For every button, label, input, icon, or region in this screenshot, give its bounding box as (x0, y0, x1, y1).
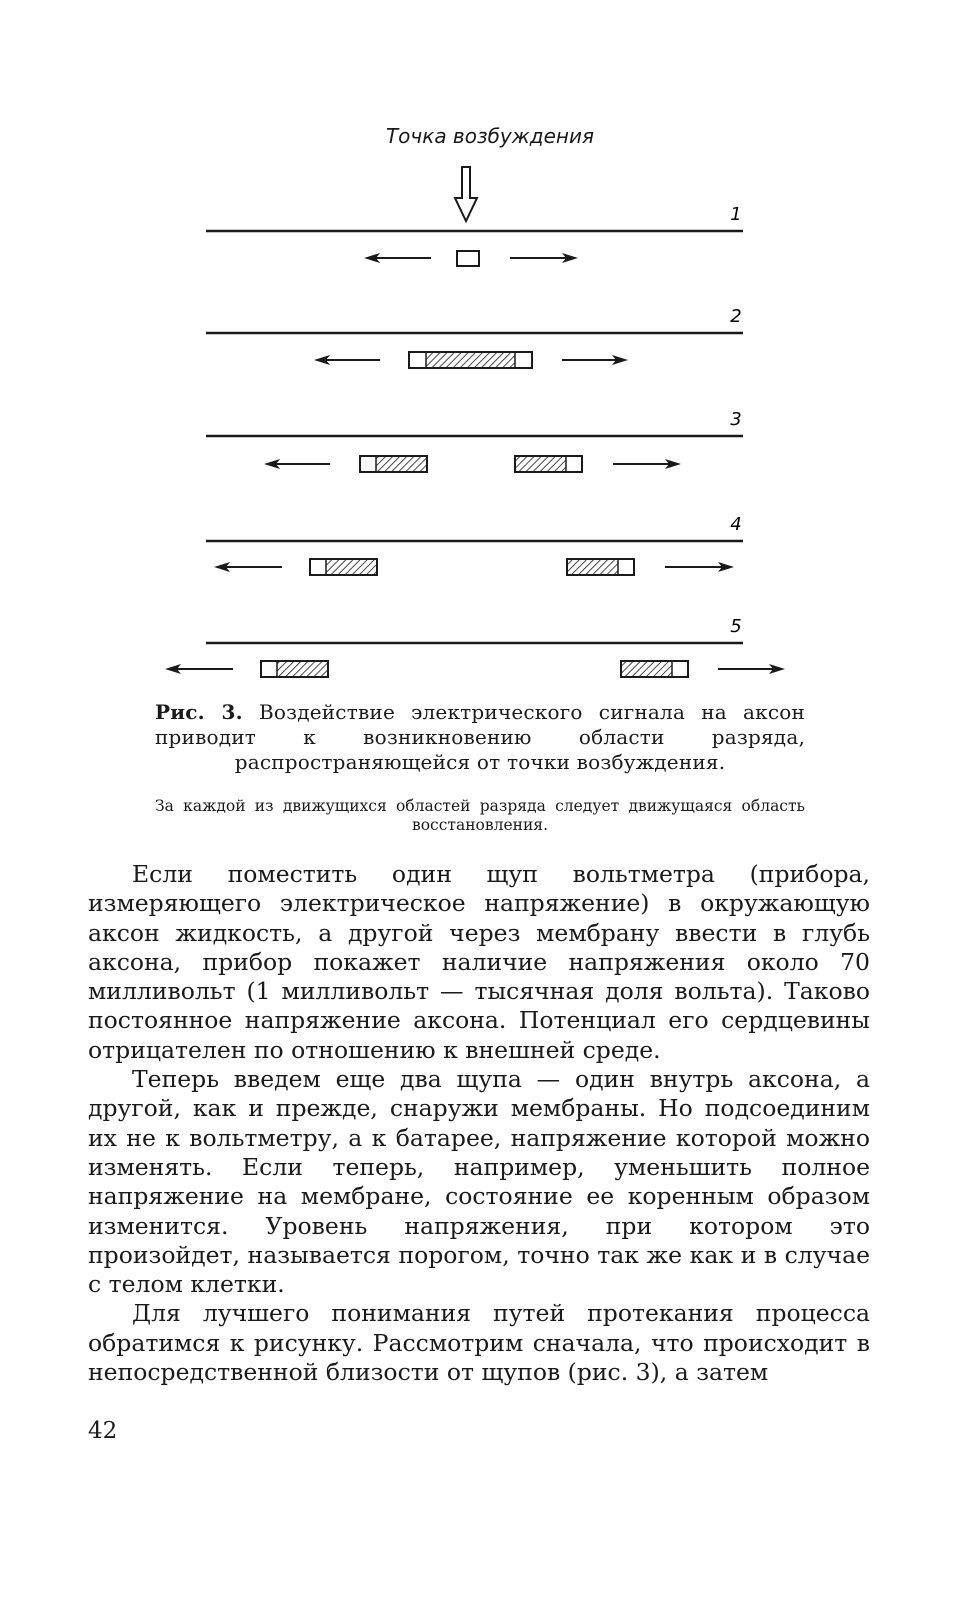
row-number: 5 (730, 616, 742, 637)
row-3 (206, 409, 743, 472)
body-paragraph: Для лучшего понимания путей протекания процесса обратимся к рисунку. Рассмотрим сначала, что происходит в непосредственной близости от щупов (рис. 3), а затем (88, 1299, 870, 1387)
right-discharge-hatch (621, 661, 672, 677)
body-paragraph: Теперь введем еще два щупа — один внутрь аксона, а другой, как и прежде, снаружи мембраны. Но подсоединим их не к вольтметру, а к батарее, напряжение которой можно изменять. Если теперь, например, уменьшить полное напряжение на мембране, состояние ее коренным образом изменится. Уровень напряжения, при котором это произойдет, называется порогом, точно так же как и в случае с телом клетки. (88, 1065, 870, 1299)
body-text (88, 860, 870, 1387)
left-arrow (165, 664, 233, 674)
left-discharge-hatch (326, 559, 377, 575)
figure-caption (155, 700, 805, 775)
discharge-region-hatch (426, 352, 515, 368)
excitation-region (457, 251, 479, 266)
right-discharge-hatch (515, 456, 566, 472)
body-paragraph: Если поместить один щуп вольтметра (прибора, измеряющего электрическое напряжение) в окружающую аксон жидкость, а другой через мембрану ввести в глубь аксона, прибор покажет наличие напряжения около 70 милливольт (1 милливольт — тысячная доля вольта). Таково постоянное напряжение аксона. Потенциал его сердцевины отрицателен по отношению к внешней среде. (88, 860, 870, 1064)
figure-caption-label: Рис. 3. (155, 700, 243, 724)
row-number: 3 (730, 409, 742, 430)
right-arrow (562, 355, 628, 365)
left-arrow (314, 355, 380, 365)
left-arrow (264, 459, 330, 469)
right-arrow (613, 459, 681, 469)
right-arrow (510, 253, 578, 263)
figure-caption-note: За каждой из движущихся областей разряда следует движущаяся область восстановления. (155, 797, 805, 834)
figure-3-diagram (0, 0, 974, 700)
right-discharge-hatch (567, 559, 618, 575)
left-discharge-hatch (277, 661, 328, 677)
left-arrow (364, 253, 431, 263)
row-number: 1 (730, 204, 742, 225)
right-arrow (718, 664, 785, 674)
row-number: 2 (730, 306, 742, 327)
left-arrow (214, 562, 282, 572)
page-number: 42 (88, 1418, 118, 1444)
right-arrow (665, 562, 734, 572)
row-5 (165, 616, 785, 677)
excitation-arrow (455, 167, 477, 221)
row-4 (206, 514, 743, 575)
excitation-point-label: Точка возбуждения (385, 124, 595, 148)
row-1 (206, 204, 743, 266)
figure-caption-text: Воздействие электрического сигнала на аксон приводит к возникновению области разряда, распространяющейся от точки возбуждения. (155, 700, 805, 774)
left-discharge-hatch (376, 456, 427, 472)
row-number: 4 (730, 514, 742, 535)
row-2 (206, 306, 743, 368)
